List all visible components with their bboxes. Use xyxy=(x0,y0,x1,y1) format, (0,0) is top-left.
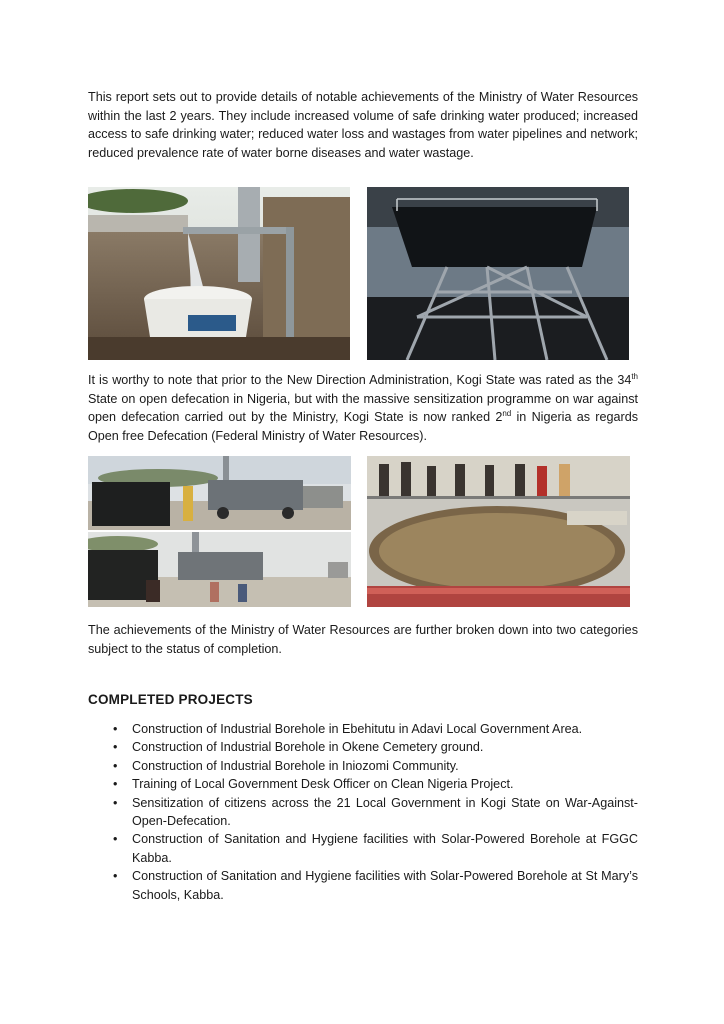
defecation-text-2: State on open defecation in Nigeria, but with the massive sensitization programme on war against open defecation carried out by the Ministry, Kogi State is now ranked 2 xyxy=(88,391,638,424)
drilling-rig-photo-top xyxy=(88,456,351,530)
categories-paragraph: The achievements of the Ministry of Water Resources are further broken down into two categories subject to the status of completion. xyxy=(88,623,638,656)
bullet-icon: • xyxy=(113,795,118,810)
borehole-water-photo xyxy=(88,187,350,360)
completed-projects-heading: COMPLETED PROJECTS xyxy=(88,692,253,707)
drilling-rig-photo-bottom xyxy=(88,532,351,607)
water-tower-photo xyxy=(367,187,629,360)
list-item xyxy=(88,720,638,738)
superscript-th: th xyxy=(631,371,638,381)
list-item-text: Sensitization of citizens across the 21 Local Government in Kogi State on War-Against-Open-Defecation. xyxy=(132,795,638,829)
list-item-text: Construction of Sanitation and Hygiene facilities with Solar-Powered Borehole at St Mary’s Schools, Kabba. xyxy=(132,869,638,902)
bullet-icon: • xyxy=(113,869,118,884)
list-item xyxy=(88,867,638,904)
list-item-text: Construction of Sanitation and Hygiene facilities with Solar-Powered Borehole at FGGC Kabba. xyxy=(132,832,638,865)
water-reservoir-photo xyxy=(367,456,630,607)
bullet-icon: • xyxy=(113,740,118,755)
defecation-text-3: in Nigeria as regards Open free Defecation (Federal Ministry of Water Resources). xyxy=(88,410,638,443)
defecation-paragraph xyxy=(88,371,638,445)
list-item-text: Construction of Industrial Borehole in Okene Cemetery ground. xyxy=(132,740,484,755)
list-item xyxy=(88,738,638,756)
list-item xyxy=(88,794,638,831)
completed-projects-list xyxy=(88,720,638,904)
bullet-icon: • xyxy=(113,832,118,847)
superscript-nd: nd xyxy=(502,408,512,418)
list-item xyxy=(88,830,638,867)
list-item xyxy=(88,775,638,793)
list-item-text: Construction of Industrial Borehole in Iniozomi Community. xyxy=(132,758,459,773)
list-item-text: Construction of Industrial Borehole in Ebehitutu in Adavi Local Government Area. xyxy=(132,722,583,736)
defecation-text-1: It is worthy to note that prior to the New Direction Administration, Kogi State was rated as the 34 xyxy=(88,373,632,387)
list-item xyxy=(88,757,638,775)
list-item-text: Training of Local Government Desk Officer on Clean Nigeria Project. xyxy=(132,777,514,792)
bullet-icon: • xyxy=(113,722,118,736)
bullet-icon: • xyxy=(113,777,118,792)
intro-paragraph: This report sets out to provide details of notable achievements of the Ministry of Water Resources within the last 2 years. They include increased volume of safe drinking water produced; increased access to safe drinking water; reduced water loss and wastages from water pipelines and network; reduced prevalence rate of water borne diseases and water wastage. xyxy=(88,90,638,160)
bullet-icon: • xyxy=(113,758,118,773)
